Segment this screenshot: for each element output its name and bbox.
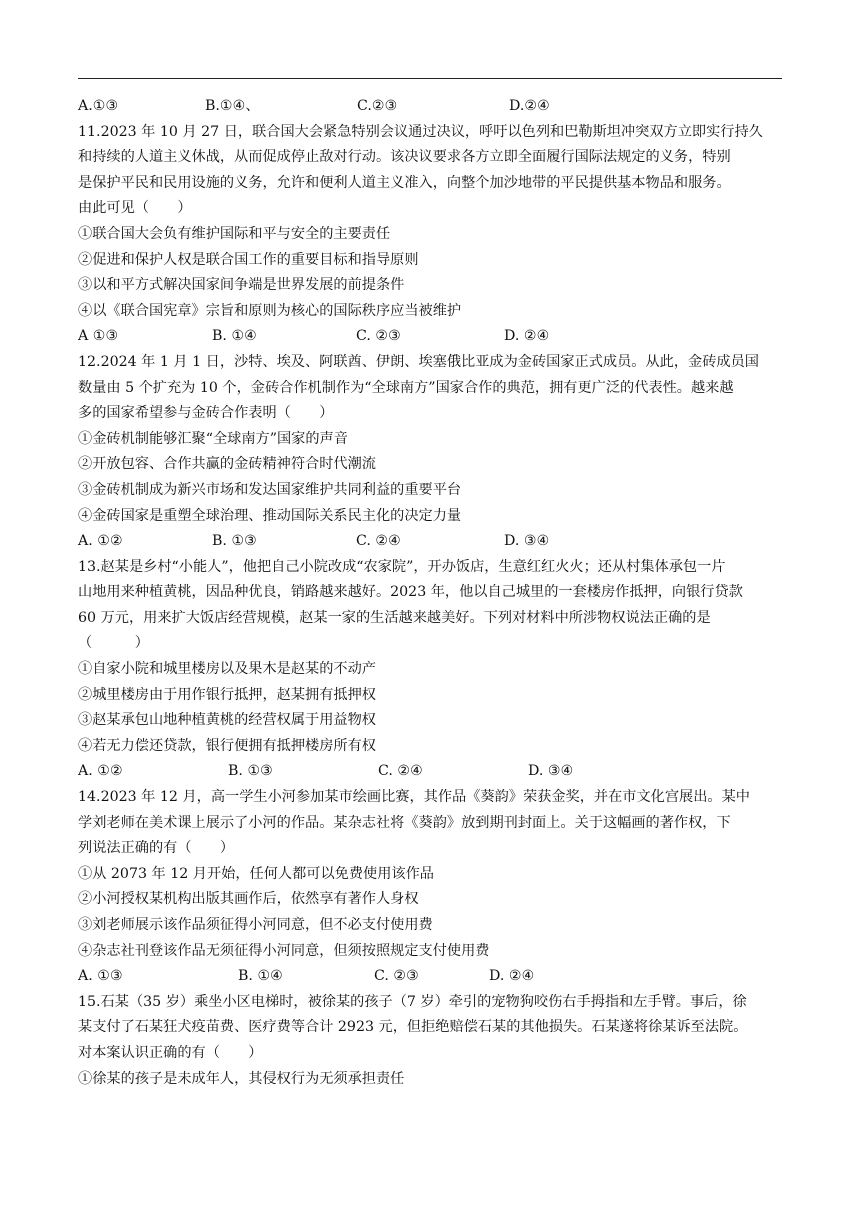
q10-option-c: C.②③: [357, 98, 398, 114]
q14-stem-line: 14.2023 年 12 月，高一学生小河参加某市绘画比赛，其作品《葵韵》荣获金奖，并在市文化宫展出。某中: [78, 789, 750, 806]
q14-stem-line: 学刘老师在美术课上展示了小河的作品。某杂志社将《葵韵》放到期刊封面上。关于这幅画的著作权，下: [78, 814, 731, 831]
question-11: [78, 120, 782, 350]
q11-stem-line: 由此可见（ ）: [78, 200, 192, 217]
q11-option-a: A ①③: [78, 328, 119, 345]
q14-option-d: D. ②④: [489, 968, 535, 985]
q15-item-1: ①徐某的孩子是未成年人，其侵权行为无须承担责任: [78, 1070, 405, 1087]
q11-stem-line: 11.2023 年 10 月 27 日，联合国大会紧急特别会议通过决议，呼吁以色列和巴勒斯坦冲突双方立即实行持久: [78, 123, 763, 140]
q10-option-b: B.①④、: [205, 98, 260, 114]
q13-stem-line: 60 万元，用来扩大饭店经营规模，赵某一家的生活越来越美好。下列对材料中所涉物权说法正确的是: [78, 609, 711, 626]
q14-option-b: B. ①④: [238, 968, 283, 985]
q12-item-2: ②开放包容、合作共赢的金砖精神符合时代潮流: [78, 456, 376, 473]
q13-stem-line: 13.赵某是乡村“小能人”，他把自己小院改成“农家院”，开办饭店，生意红红火火；还从村集体承包一片: [78, 558, 726, 575]
q13-option-c: C. ②④: [378, 763, 423, 780]
q14-item-1: ①从 2073 年 12 月开始，任何人都可以免费使用该作品: [78, 865, 434, 882]
q11-item-2: ②促进和保护人权是联合国工作的重要目标和指导原则: [78, 251, 419, 268]
q12-item-3: ③金砖机制成为新兴市场和发达国家维护共同利益的重要平台: [78, 481, 462, 498]
header-rule: [78, 78, 782, 79]
q14-option-c: C. ②③: [374, 968, 419, 985]
q13-option-a: A. ①②: [78, 763, 123, 780]
q12-item-1: ①金砖机制能够汇聚“全球南方”国家的声音: [78, 430, 348, 447]
q11-item-4: ④以《联合国宪章》宗旨和原则为核心的国际秩序应当被维护: [78, 302, 462, 319]
question-14: [78, 785, 782, 990]
q12-option-a: A. ①②: [78, 533, 123, 550]
q13-options: [78, 759, 782, 785]
q12-option-c: C. ②④: [356, 533, 401, 550]
q13-stem: [78, 555, 782, 657]
q14-stem: [78, 785, 782, 862]
q12-stem-line: 12.2024 年 1 月 1 日，沙特、埃及、阿联酋、伊朗、埃塞俄比亚成为金砖国家正式成员。从此，金砖成员国: [78, 353, 759, 370]
q11-item-3: ③以和平方式解决国家间争端是世界发展的前提条件: [78, 277, 405, 294]
q13-item-2: ②城里楼房由于用作银行抵押，赵某拥有抵押权: [78, 686, 376, 703]
q11-option-d: D. ②④: [504, 328, 550, 345]
q12-stem-line: 多的国家希望参与金砖合作表明（ ）: [78, 405, 334, 422]
question-15: [78, 990, 782, 1092]
q10-options: [78, 94, 782, 120]
q13-item-4: ④若无力偿还贷款，银行便拥有抵押楼房所有权: [78, 737, 376, 754]
q12-option-d: D. ③④: [504, 533, 550, 550]
q11-stem-line: 和持续的人道主义休战，从而促成停止敌对行动。该决议要求各方立即全面履行国际法规定的义务，特别: [78, 149, 731, 166]
q13-stem-line: （ ）: [78, 635, 149, 652]
q13-item-1: ①自家小院和城里楼房以及果木是赵某的不动产: [78, 661, 376, 678]
q15-stem-line: 某支付了石某狂犬疫苗费、医疗费等合计 2923 元，但拒绝赔偿石某的其他损失。石某遂将徐某诉至法院。: [78, 1019, 748, 1036]
exam-page: [78, 94, 782, 1092]
question-12: [78, 350, 782, 555]
q11-option-b: B. ①④: [212, 328, 257, 345]
q11-stem-line: 是保护平民和民用设施的义务，允许和便利人道主义准入，向整个加沙地带的平民提供基本物品和服务。: [78, 174, 731, 191]
q12-stem: [78, 350, 782, 427]
q12-option-b: B. ①③: [212, 533, 257, 550]
q13-item-3: ③赵某承包山地种植黄桃的经营权属于用益物权: [78, 712, 376, 729]
q14-option-a: A. ①③: [78, 968, 123, 985]
q15-stem-line: 对本案认识正确的有（ ）: [78, 1044, 263, 1061]
q12-item-4: ④金砖国家是重塑全球治理、推动国际关系民主化的决定力量: [78, 507, 462, 524]
q15-stem-line: 15.石某（35 岁）乘坐小区电梯时，被徐某的孩子（7 岁）牵引的宠物狗咬伤右手拇指和左手臂。事后，徐: [78, 993, 747, 1010]
q14-stem-line: 列说法正确的有（ ）: [78, 840, 235, 857]
q12-stem-line: 数量由 5 个扩充为 10 个，金砖合作机制作为“全球南方”国家合作的典范，拥有更广泛的代表性。越来越: [78, 379, 734, 396]
q14-item-3: ③刘老师展示该作品须征得小河同意，但不必支付使用费: [78, 917, 433, 933]
q11-option-c: C. ②③: [356, 328, 401, 345]
q13-stem-line: 山地用来种植黄桃，因品种优良，销路越来越好。2023 年，他以自己城里的一套楼房作抵押，向银行贷款: [78, 584, 743, 601]
q10-option-d: D.②④: [509, 98, 550, 114]
q13-option-d: D. ③④: [528, 763, 574, 780]
q13-option-b: B. ①③: [228, 763, 273, 780]
q11-options: [78, 324, 782, 350]
q10-option-a: A.①③: [78, 98, 119, 114]
q12-options: [78, 529, 782, 555]
q14-item-4: ④杂志社刊登该作品无须征得小河同意，但须按照规定支付使用费: [78, 942, 490, 959]
q11-stem: [78, 120, 782, 222]
q14-item-2: ②小河授权某机构出版其画作后，依然享有著作人身权: [78, 891, 419, 908]
q14-options: [78, 964, 782, 990]
q11-item-1: ①联合国大会负有维护国际和平与安全的主要责任: [78, 225, 391, 242]
q15-stem: [78, 990, 782, 1067]
question-13: [78, 555, 782, 785]
